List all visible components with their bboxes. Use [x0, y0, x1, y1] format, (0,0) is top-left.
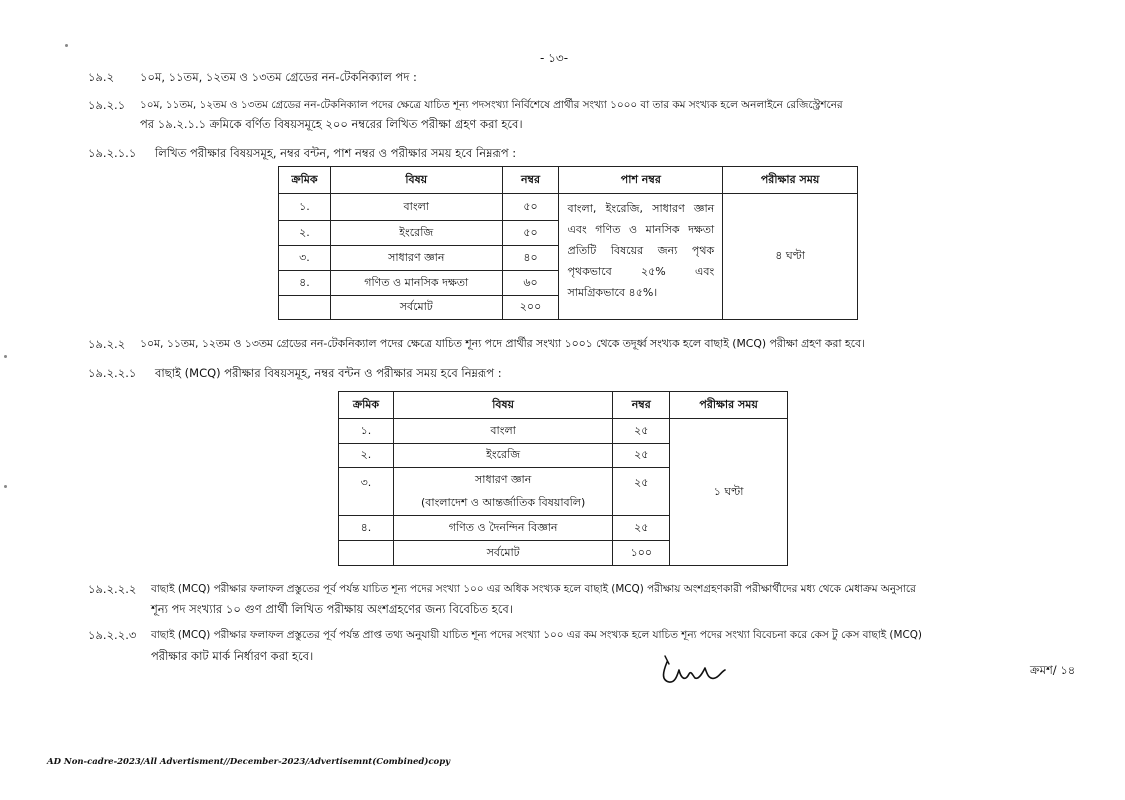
- section-number: ১৯.২.১: [88, 98, 126, 112]
- marks-cell: ৪০: [502, 246, 559, 271]
- table-row: [339, 419, 788, 444]
- table-header: ক্রমিক: [339, 392, 394, 419]
- page-number: - ১৩-: [540, 51, 569, 65]
- subject-cell: [393, 468, 612, 516]
- serial-cell: ৪.: [339, 516, 394, 541]
- section-number: ১৯.২.১.১: [88, 146, 137, 160]
- marks-cell: ৫০: [502, 221, 559, 246]
- scan-speck: [4, 355, 7, 358]
- table-header: ক্রমিক: [279, 167, 331, 194]
- scan-speck: [4, 485, 7, 488]
- paragraph-line: বাছাই (MCQ) পরীক্ষার ফলাফল প্রস্তুতের পূর্ব পর্যন্ত প্রাপ্ত তথ্য অনুযায়ী যাচিত শূন্য পদের সংখ্যা ১০০ এর কম সংখ্যক হলে যাচিত শূন্য পদের সংখ্যা বিবেচনা করে কেস টু কেস বাছাই (MCQ): [151, 629, 922, 641]
- subject-cell: ইংরেজি: [330, 221, 502, 246]
- subject-cell: গণিত ও দৈনন্দিন বিজ্ঞান: [393, 516, 612, 541]
- subject-cell: গণিত ও মানসিক দক্ষতা: [330, 271, 502, 296]
- written-exam-table: [278, 166, 858, 320]
- paragraph-line: পর ১৯.২.১.১ ক্রমিকে বর্ণিত বিষয়সমূহে ২০০ নম্বরের লিখিত পরীক্ষা গ্রহণ করা হবে।: [140, 117, 523, 131]
- marks-cell: ২৫: [613, 444, 670, 468]
- marks-cell: ২৫: [613, 419, 670, 444]
- section-heading: ১০ম, ১১তম, ১২তম ও ১৩তম গ্রেডের নন-টেকনিক্যাল পদ :: [140, 70, 417, 84]
- subject-cell: বাংলা: [393, 419, 612, 444]
- signature: [655, 650, 735, 690]
- subject-cell: বাংলা: [330, 194, 502, 221]
- serial-cell: ১.: [279, 194, 331, 221]
- paragraph-line: ১০ম, ১১তম, ১২তম ও ১৩তম গ্রেডের নন-টেকনিক্যাল পদের ক্ষেত্রে যাচিত শূন্য পদসংখ্যা নির্বিশেষে প্রার্থীর সংখ্যা ১০০০ বা তার কম সংখ্যক হলে অনলাইনে রেজিস্ট্রেশনের: [140, 99, 843, 111]
- subject-cell: ইংরেজি: [393, 444, 612, 468]
- serial-cell: ৩.: [279, 246, 331, 271]
- paragraph-line: পরীক্ষার কাট মার্ক নির্ধারণ করা হবে।: [151, 649, 314, 663]
- exam-time-cell: ১ ঘণ্টা: [670, 419, 788, 566]
- subject-line: সাধারণ জ্ঞান: [474, 472, 532, 486]
- continued-note: ক্রমশ/ ১৪: [1030, 663, 1076, 677]
- exam-time-cell: ৪ ঘণ্টা: [723, 194, 858, 320]
- subject-subline: (বাংলাদেশ ও আন্তর্জাতিক বিষয়াবলি): [420, 495, 586, 509]
- total-label-cell: সর্বমোট: [393, 541, 612, 566]
- table-header: পাশ নম্বর: [559, 167, 723, 194]
- scan-speck: [65, 44, 68, 47]
- section-number: ১৯.২: [88, 70, 115, 84]
- footer-path: AD Non-cadre-2023/All Advertisment//December-2023/Advertisemnt(Combined)copy: [47, 757, 451, 767]
- marks-cell: ৫০: [502, 194, 559, 221]
- table-header: পরীক্ষার সময়: [723, 167, 858, 194]
- paragraph-line: বাছাই (MCQ) পরীক্ষার ফলাফল প্রস্তুতের পূর্ব পর্যন্ত যাচিত শূন্য পদের সংখ্যা ১০০ এর অধিক সংখ্যক হলে বাছাই (MCQ) পরীক্ষায় অংশগ্রহণকারী পরীক্ষার্থীদের মধ্য থেকে মেধাক্রম অনুসারে: [151, 583, 916, 595]
- table-header: পরীক্ষার সময়: [670, 392, 788, 419]
- total-marks-cell: ১০০: [613, 541, 670, 566]
- serial-cell: ৩.: [339, 468, 394, 516]
- table-header: নম্বর: [613, 392, 670, 419]
- table-header: নম্বর: [502, 167, 559, 194]
- section-number: ১৯.২.২.২: [88, 582, 137, 596]
- paragraph-line: শূন্য পদ সংখ্যার ১০ গুণ প্রার্থী লিখিত পরীক্ষায় অংশগ্রহণের জন্য বিবেচিত হবে।: [151, 602, 513, 616]
- serial-cell: ২.: [339, 444, 394, 468]
- table-header: বিষয়: [393, 392, 612, 419]
- marks-cell: ২৫: [613, 468, 670, 516]
- table-header: বিষয়: [330, 167, 502, 194]
- section-text: বাছাই (MCQ) পরীক্ষার বিষয়সমূহ, নম্বর বন্টন ও পরীক্ষার সময় হবে নিম্নরূপ :: [155, 366, 502, 380]
- subject-cell: সাধারণ জ্ঞান: [330, 246, 502, 271]
- marks-cell: ২৫: [613, 516, 670, 541]
- section-number: ১৯.২.২.১: [88, 366, 137, 380]
- mcq-exam-table: [338, 391, 788, 566]
- total-marks-cell: ২০০: [502, 296, 559, 320]
- serial-cell: ২.: [279, 221, 331, 246]
- marks-cell: ৬০: [502, 271, 559, 296]
- section-number: ১৯.২.২.৩: [88, 628, 137, 642]
- total-label-cell: সর্বমোট: [330, 296, 502, 320]
- section-text: লিখিত পরীক্ষার বিষয়সমূহ, নম্বর বন্টন, পাশ নম্বর ও পরীক্ষার সময় হবে নিম্নরূপ :: [155, 146, 517, 160]
- pass-marks-cell: বাংলা, ইংরেজি, সাধারণ জ্ঞান এবং গণিত ও মানসিক দক্ষতা প্রতিটি বিষয়ের জন্য পৃথক পৃথকভাবে ২৫% এবং সামগ্রিকভাবে ৪৫%।: [559, 194, 723, 320]
- serial-cell: ১.: [339, 419, 394, 444]
- serial-cell: ৪.: [279, 271, 331, 296]
- table-row: [279, 194, 858, 221]
- section-number: ১৯.২.২: [88, 337, 126, 351]
- section-text: ১০ম, ১১তম, ১২তম ও ১৩তম গ্রেডের নন-টেকনিক্যাল পদের ক্ষেত্রে যাচিত শূন্য পদে প্রার্থীর সংখ্যা ১০০১ থেকে তদূর্ধ্ব সংখ্যক হলে বাছাই (MCQ) পরীক্ষা গ্রহণ করা হবে।: [140, 337, 865, 350]
